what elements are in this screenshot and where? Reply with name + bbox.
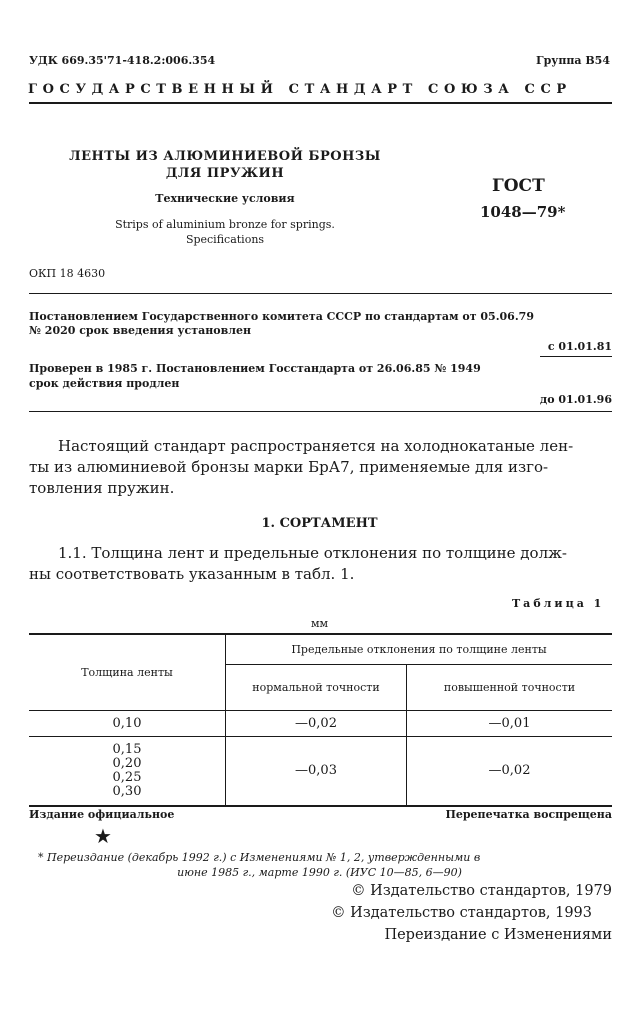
header-high-precision: повышенной точности [407,664,613,710]
reprint-prohibited: Перепечатка воспрещена [445,808,612,821]
row2-thickness-4: 0,30 [112,783,142,799]
intro-line2: ты из алюминиевой бронзы марки БрА7, применяемые для изго- [29,458,549,476]
document-title-line2: ДЛЯ ПРУЖИН [165,166,285,181]
decree-line2: № 2020 срок введения установлен [29,324,252,337]
reissue-note-line1: * Переиздание (декабрь 1992 г.) с Изменениями № 1, 2, утвержденными в [38,851,481,864]
group-code: Группа В54 [536,54,610,67]
header-deviation: Предельные отклонения по толщине ленты [226,634,613,664]
gost-label: ГОСТ [492,176,545,196]
star-icon: ★ [94,824,112,848]
row2-thickness-1: 0,15 [112,741,142,757]
row2-normal: —0,03 [226,736,407,806]
decree-date: с 01.01.81 [547,340,612,353]
table-unit: мм [310,617,329,630]
checked-date: до 01.01.96 [539,393,612,406]
row2-thickness-3: 0,25 [112,769,142,785]
okp-code: ОКП 18 4630 [29,267,106,280]
header-thickness: Толщина ленты [29,634,226,710]
reissue-with-changes: Переиздание с Изменениями [384,927,612,943]
intro-line1: Настоящий стандарт распространяется на холоднокатаные лен- [58,437,574,455]
table-caption: Таблица 1 [512,597,605,610]
english-title-line2: Specifications [185,233,265,246]
checked-rule [29,411,612,412]
reissue-note-line2: июне 1985 г., марте 1990 г. (ИУС 10—85, 6—90) [177,866,462,879]
header-rule [29,102,612,104]
table-row [29,736,612,806]
table-row [29,710,612,736]
udk-code: УДК 669.35'71-418.2:006.354 [29,54,216,67]
copyright-1993: © Издательство стандартов, 1993 [331,905,592,921]
copyright-1979: © Издательство стандартов, 1979 [351,883,612,899]
okp-rule [29,293,612,294]
decree-date-rule [540,356,612,357]
section-heading: 1. СОРТАМЕНТ [261,516,378,531]
row1-high: —0,01 [407,710,613,736]
row2-thickness-2: 0,20 [112,755,142,771]
row1-normal: —0,02 [226,710,407,736]
row1-thickness: 0,10 [29,710,226,736]
decree-line1: Постановлением Государственного комитета СССР по стандартам от 05.06.79 [29,310,534,323]
gost-number: 1048—79* [480,203,566,221]
intro-line3: товления пружин. [29,479,175,497]
checked-line2: срок действия продлен [29,377,180,390]
header-normal-precision: нормальной точности [226,664,407,710]
row2-high: —0,02 [407,736,613,806]
english-title-line1: Strips of aluminium bronze for springs. [115,218,335,231]
official-edition: Издание официальное [29,808,175,821]
document-title-line1: ЛЕНТЫ ИЗ АЛЮМИНИЕВОЙ БРОНЗЫ [69,149,381,164]
section-paragraph-line1: 1.1. Толщина лент и предельные отклонения по толщине долж- [58,544,567,562]
state-standard-title: ГОСУДАРСТВЕННЫЙ СТАНДАРТ СОЮЗА ССР [28,82,572,97]
thickness-table [29,633,612,807]
checked-line1: Проверен в 1985 г. Постановлением Госстандарта от 26.06.85 № 1949 [29,362,481,375]
section-paragraph-line2: ны соответствовать указанным в табл. 1. [29,565,355,583]
document-subtitle: Технические условия [155,192,295,205]
